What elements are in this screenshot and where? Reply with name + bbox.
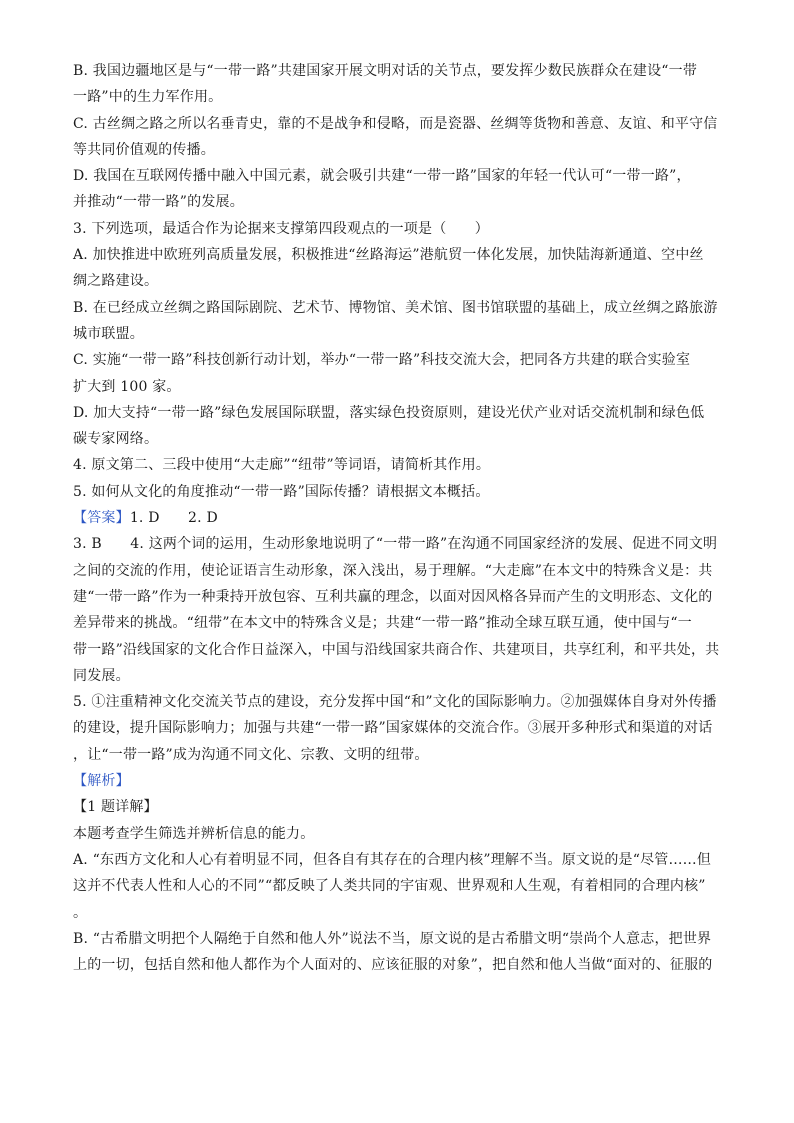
- answer-tag: 【答案】: [73, 510, 130, 527]
- document-page: [73, 58, 723, 978]
- text-line: C. 古丝绸之路之所以名垂青史，靠的不是战争和侵略，而是瓷器、丝绸等货物和善意、友谊、和平守信: [73, 115, 718, 132]
- answer-text-line: 之间的交流的作用，使论证语言生动形象，深入浅出，易于理解。“大走廊”在本文中的特殊含义是：共: [73, 562, 713, 579]
- answer-text-line: 差异带来的挑战。“纽带”在本文中的特殊含义是；共建“一带一路”推动全球互联互通，使中国与“一: [73, 615, 692, 632]
- analysis-text-line: 这并不代表人性和人心的不同”“都反映了人类共同的宇宙观、世界观和人生观，有着相同的合理内核”: [73, 878, 706, 895]
- analysis-text-line: B. “古希腊文明把个人隔绝于自然和他人外”说法不当，原文说的是古希腊文明“崇尚个人意志，把世界: [73, 930, 712, 947]
- text-line: 等共同价值观的传播。: [73, 141, 215, 158]
- text-line: 碳专家网络。: [73, 431, 159, 448]
- question-3: 3. 下列选项，最适合作为论据来支撑第四段观点的一项是（ ）: [73, 220, 490, 237]
- text-line: D. 我国在互联网传播中融入中国元素，就会吸引共建“一带一路”国家的年轻一代认可“一带一路”，: [73, 168, 691, 185]
- text-line: D. 加大支持“一带一路”绿色发展国际联盟，落实绿色投资原则，建设光伏产业对话交流机制和绿色低: [73, 404, 705, 421]
- answer-line: [73, 505, 723, 531]
- answer-text-line: 同发展。: [73, 667, 130, 684]
- analysis-text-line: A. “东西方文化和人心有着明显不同，但各自有其存在的合理内核”理解不当。原文说的是“尽管……但: [73, 851, 712, 868]
- text-line: B. 我国边疆地区是与“一带一路”共建国家开展文明对话的关节点，要发挥少数民族群众在建设“一带: [73, 63, 698, 79]
- analysis-heading: [73, 768, 723, 794]
- analysis-tag: 【解析】: [73, 773, 130, 790]
- text-line: 城市联盟。: [73, 325, 144, 342]
- text-line: 扩大到 100 家。: [73, 378, 181, 395]
- text-line: 绸之路建设。: [73, 273, 159, 290]
- text-line: B. 在已经成立丝绸之路国际剧院、艺术节、博物馆、美术馆、图书馆联盟的基础上，成立丝绸之路旅游: [73, 299, 718, 316]
- answer-text-line: 3. B 4. 这两个词的运用，生动形象地说明了“一带一路”在沟通不同国家经济的发展、促进不同文明: [73, 536, 718, 553]
- detail-tag: 【1 题详解】: [73, 799, 158, 816]
- text-line: A. 加快推进中欧班列高质量发展，积极推进“丝路海运”港航贸一体化发展，加快陆海新通道、空中丝: [73, 247, 704, 264]
- answer-text-line: 5. ①注重精神文化交流关节点的建设，充分发挥中国“和”文化的国际影响力。②加强媒体自身对外传播: [73, 694, 717, 711]
- question-4: 4. 原文第二、三段中使用“大走廊”“纽带”等词语，请简析其作用。: [73, 457, 491, 474]
- answer-text-line: 的建设，提升国际影响力；加强与共建“一带一路”国家媒体的交流合作。③展开多种形式和渠道的对话: [73, 720, 713, 737]
- text-line: 一路”中的生力军作用。: [73, 89, 223, 106]
- question-5: 5. 如何从文化的角度推动“一带一路”国际传播？请根据文本概括。: [73, 483, 490, 500]
- answer-text: 1. D 2. D: [129, 510, 218, 527]
- answer-text-line: ，让“一带一路”成为沟通不同文化、宗教、文明的纽带。: [73, 746, 429, 763]
- analysis-text-line: 。: [73, 904, 88, 921]
- text-line: C. 实施“一带一路”科技创新行动计划，举办“一带一路”科技交流大会，把同各方共建的联合实验室: [73, 352, 691, 369]
- analysis-text-line: 上的一切，包括自然和他人都作为个人面对的、应该征服的对象”，把自然和他人当做“面对的、征服的: [73, 957, 713, 974]
- answer-text-line: 建“一带一路”作为一种秉持开放包容、互利共赢的理念，以面对因风格各异而产生的文明形态、文化的: [73, 588, 713, 605]
- analysis-text-line: 本题考查学生筛选并辨析信息的能力。: [73, 825, 315, 842]
- detail-heading: [73, 794, 723, 820]
- answer-text-line: 带一路”沿线国家的文化合作日益深入，中国与沿线国家共商合作、共建项目，共享红利，和平共处，共: [73, 641, 720, 658]
- text-line: 并推动“一带一路”的发展。: [73, 194, 244, 211]
